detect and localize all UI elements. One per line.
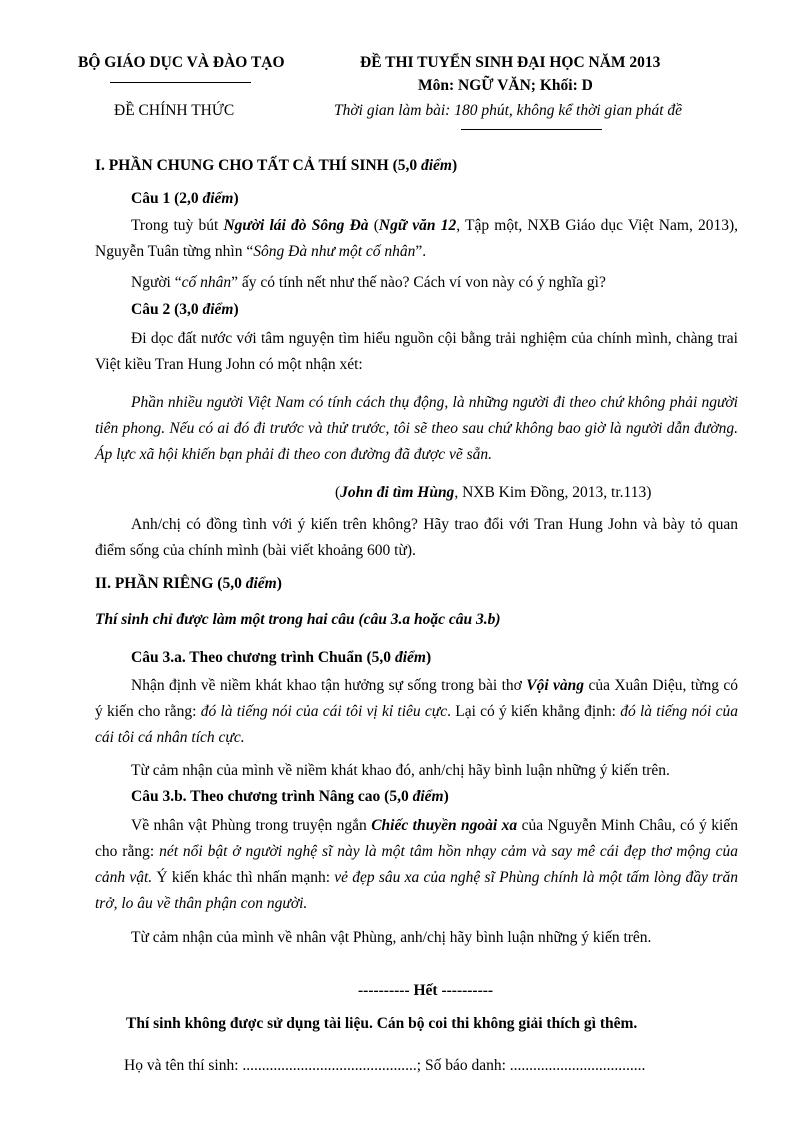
title-underline: [461, 129, 602, 130]
official-label: ĐỀ CHÍNH THỨC: [114, 102, 235, 119]
footer-note: Thí sinh không được sử dụng tài liệu. Cán bộ coi thi không giải thích gì thêm.: [126, 1015, 638, 1032]
q2-source: (John đi tìm Hùng, NXB Kim Đồng, 2013, tr.113): [335, 484, 652, 501]
q3a-title: Câu 3.a. Theo chương trình Chuẩn (5,0 điểm): [131, 649, 432, 666]
q3a-question: Từ cảm nhận của mình về niềm khát khao đó, anh/chị hãy bình luận những ý kiến trên.: [131, 762, 670, 779]
q2-question: Anh/chị có đồng tình với ý kiến trên không? Hãy trao đổi với Tran Hung John và bày tỏ quan điểm sống của chính mình (bài viết khoảng 600 từ).: [95, 516, 738, 559]
q2-title: Câu 2 (3,0 điểm): [131, 301, 239, 318]
q2-paragraph: Đi dọc đất nước với tâm nguyện tìm hiểu nguồn cội bằng trải nghiệm của chính mình, chàng trai Việt kiều Tran Hung John có một nhận xét:: [95, 330, 738, 373]
part2-heading: II. PHẦN RIÊNG (5,0 điểm): [95, 575, 282, 592]
q1-question: Người “cố nhân” ấy có tính nết như thế nào? Cách ví von này có ý nghĩa gì?: [131, 274, 606, 291]
candidate-info: Họ và tên thí sinh: .............................................; Số báo danh: ...................................: [124, 1057, 646, 1074]
q2-quote: Phần nhiều người Việt Nam có tính cách thụ động, là những người đi theo chứ không phải người tiên phong. Nếu có ai đó đi trước và thử trước, tôi sẽ theo sau chứ không bao giờ là người dẫn đường. Áp lực xã hội khiến bạn phải đi theo con đường đã được vẽ sẵn.: [95, 394, 738, 463]
end-marker: ---------- Hết ----------: [358, 982, 494, 999]
q3b-paragraph: Về nhân vật Phùng trong truyện ngắn Chiếc thuyền ngoài xa của Nguyễn Minh Châu, có ý kiến cho rằng: nét nổi bật ở người nghệ sĩ này là một tâm hồn nhạy cảm và say mê cái đẹp thơ mộng của cảnh vật. Ý kiến khác thì nhấn mạnh: vẻ đẹp sâu xa của nghệ sĩ Phùng chính là một tấm lòng đầy trăn trở, lo âu về thân phận con người.: [95, 817, 739, 912]
q3a-paragraph: Nhận định về niềm khát khao tận hưởng sự sống trong bài thơ Vội vàng của Xuân Diệu, từng có ý kiến cho rằng: đó là tiếng nói của cái tôi vị kỉ tiêu cực. Lại có ý kiến khẳng định: đó là tiếng nói của cái tôi cá nhân tích cực.: [95, 677, 738, 746]
ministry-name: BỘ GIÁO DỤC VÀ ĐÀO TẠO: [78, 54, 285, 71]
q3b-title: Câu 3.b. Theo chương trình Nâng cao (5,0 điểm): [131, 788, 449, 805]
ministry-underline: [110, 82, 251, 83]
q1-paragraph: Trong tuỳ bút Người lái đò Sông Đà (Ngữ văn 12, Tập một, NXB Giáo dục Việt Nam, 2013), Nguyễn Tuân từng nhìn “Sông Đà như một cố nhân”.: [95, 217, 739, 260]
q1-title: Câu 1 (2,0 điểm): [131, 190, 239, 207]
part1-heading: I. PHẦN CHUNG CHO TẤT CẢ THÍ SINH (5,0 điểm): [95, 157, 458, 174]
exam-subject: Môn: NGỮ VĂN; Khối: D: [418, 77, 593, 94]
part2-instruction: Thí sinh chỉ được làm một trong hai câu (câu 3.a hoặc câu 3.b): [95, 611, 501, 628]
exam-time: Thời gian làm bài: 180 phút, không kể thời gian phát đề: [334, 102, 683, 119]
q3b-question: Từ cảm nhận của mình về nhân vật Phùng, anh/chị hãy bình luận những ý kiến trên.: [131, 929, 652, 946]
exam-title: ĐỀ THI TUYỂN SINH ĐẠI HỌC NĂM 2013: [360, 54, 661, 71]
